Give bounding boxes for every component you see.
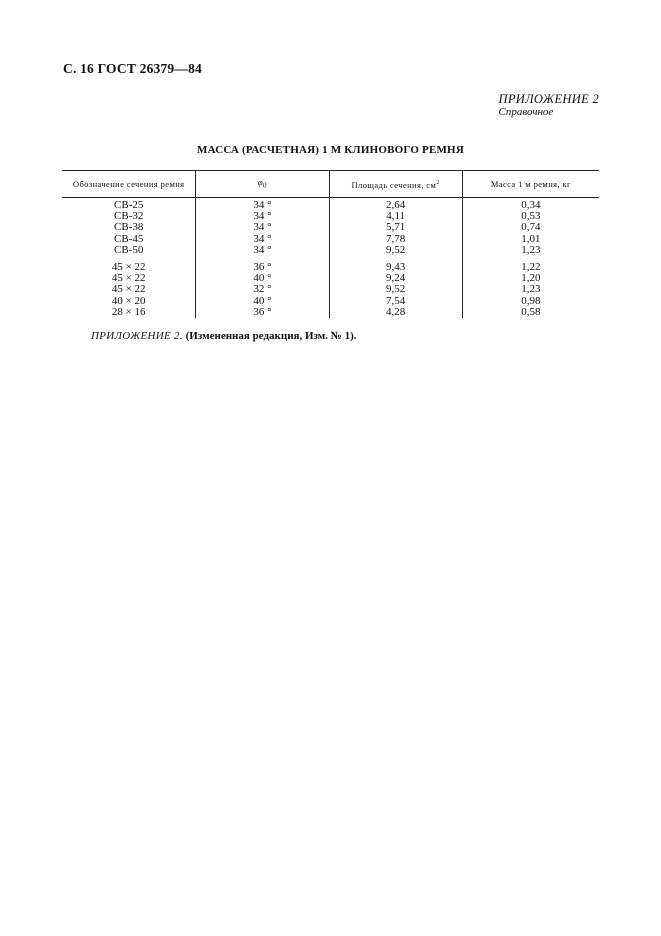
cell-section: СВ-25 xyxy=(114,199,144,212)
table-row xyxy=(62,256,599,273)
belt-mass-table xyxy=(62,170,599,318)
cell-angle: 34 ° xyxy=(196,245,329,256)
cell-mass: 0,34 xyxy=(462,198,599,212)
cell-area: 7,78 xyxy=(329,234,462,245)
cell-angle: 40 ° xyxy=(196,296,329,307)
table-row xyxy=(62,307,599,318)
cell-area: 4,11 xyxy=(329,211,462,222)
page-header: С. 16 ГОСТ 26379—84 xyxy=(63,61,202,76)
cell-mass: 1,20 xyxy=(462,273,599,284)
cell-section: 28 × 16 xyxy=(111,305,146,318)
cell-angle: 40 ° xyxy=(196,273,329,284)
area-superscript: 2 xyxy=(436,179,440,186)
cell-mass: 0,53 xyxy=(462,211,599,222)
cell-mass: 1,01 xyxy=(462,234,599,245)
cell-section: СВ-32 xyxy=(114,210,144,223)
cell-area: 2,64 xyxy=(329,198,462,212)
cell-section: СВ-50 xyxy=(114,243,144,256)
note-label: ПРИЛОЖЕНИЕ 2. xyxy=(91,330,183,342)
table-body xyxy=(62,198,599,318)
column-header-mass: Масса 1 м ремня, кг xyxy=(462,171,599,198)
column-header-area xyxy=(329,171,462,198)
cell-angle: 34 ° xyxy=(196,222,329,233)
cell-section: 45 × 22 xyxy=(111,272,146,285)
phi-symbol: φ xyxy=(257,176,264,187)
cell-section: 40 × 20 xyxy=(111,294,146,307)
cell-mass: 1,22 xyxy=(462,256,599,273)
cell-mass: 1,23 xyxy=(462,245,599,256)
cell-area: 9,52 xyxy=(329,245,462,256)
cell-angle: 34 ° xyxy=(196,211,329,222)
cell-angle: 34 ° xyxy=(196,198,329,212)
table-header-row xyxy=(62,171,599,198)
note-text: (Измененная редакция, Изм. № 1). xyxy=(185,330,357,342)
cell-angle: 36 ° xyxy=(196,256,329,273)
table-row xyxy=(62,245,599,256)
column-header-section: Обозначение сечения ремня xyxy=(62,171,196,198)
table-row xyxy=(62,222,599,233)
cell-mass: 0,98 xyxy=(462,296,599,307)
cell-mass: 0,74 xyxy=(462,222,599,233)
cell-angle: 32 ° xyxy=(196,284,329,295)
cell-area: 9,52 xyxy=(329,284,462,295)
cell-area: 7,54 xyxy=(329,296,462,307)
area-label: Площадь сечения, см xyxy=(351,179,437,190)
table-row xyxy=(62,284,599,295)
cell-mass: 1,23 xyxy=(462,284,599,295)
change-note xyxy=(91,330,357,342)
cell-mass: 0,58 xyxy=(462,307,599,318)
cell-angle: 34 ° xyxy=(196,234,329,245)
cell-angle: 36 ° xyxy=(196,307,329,318)
appendix-subtitle: Справочное xyxy=(498,106,554,118)
cell-section: 45 × 22 xyxy=(111,283,146,296)
table-row xyxy=(62,296,599,307)
cell-section: СВ-45 xyxy=(114,232,144,245)
cell-area: 9,24 xyxy=(329,273,462,284)
table-row xyxy=(62,198,599,212)
cell-area: 4,28 xyxy=(329,307,462,318)
cell-section: СВ-38 xyxy=(114,221,144,234)
column-header-angle xyxy=(196,171,329,198)
cell-area: 9,43 xyxy=(329,256,462,273)
cell-section: 45 × 22 xyxy=(111,261,146,274)
appendix-title: ПРИЛОЖЕНИЕ 2 xyxy=(498,92,599,106)
appendix-heading xyxy=(499,92,599,119)
cell-area: 5,71 xyxy=(329,222,462,233)
phi-subscript: 0 xyxy=(263,181,267,190)
table-title: МАССА (РАСЧЕТНАЯ) 1 М КЛИНОВОГО РЕМНЯ xyxy=(197,144,464,156)
